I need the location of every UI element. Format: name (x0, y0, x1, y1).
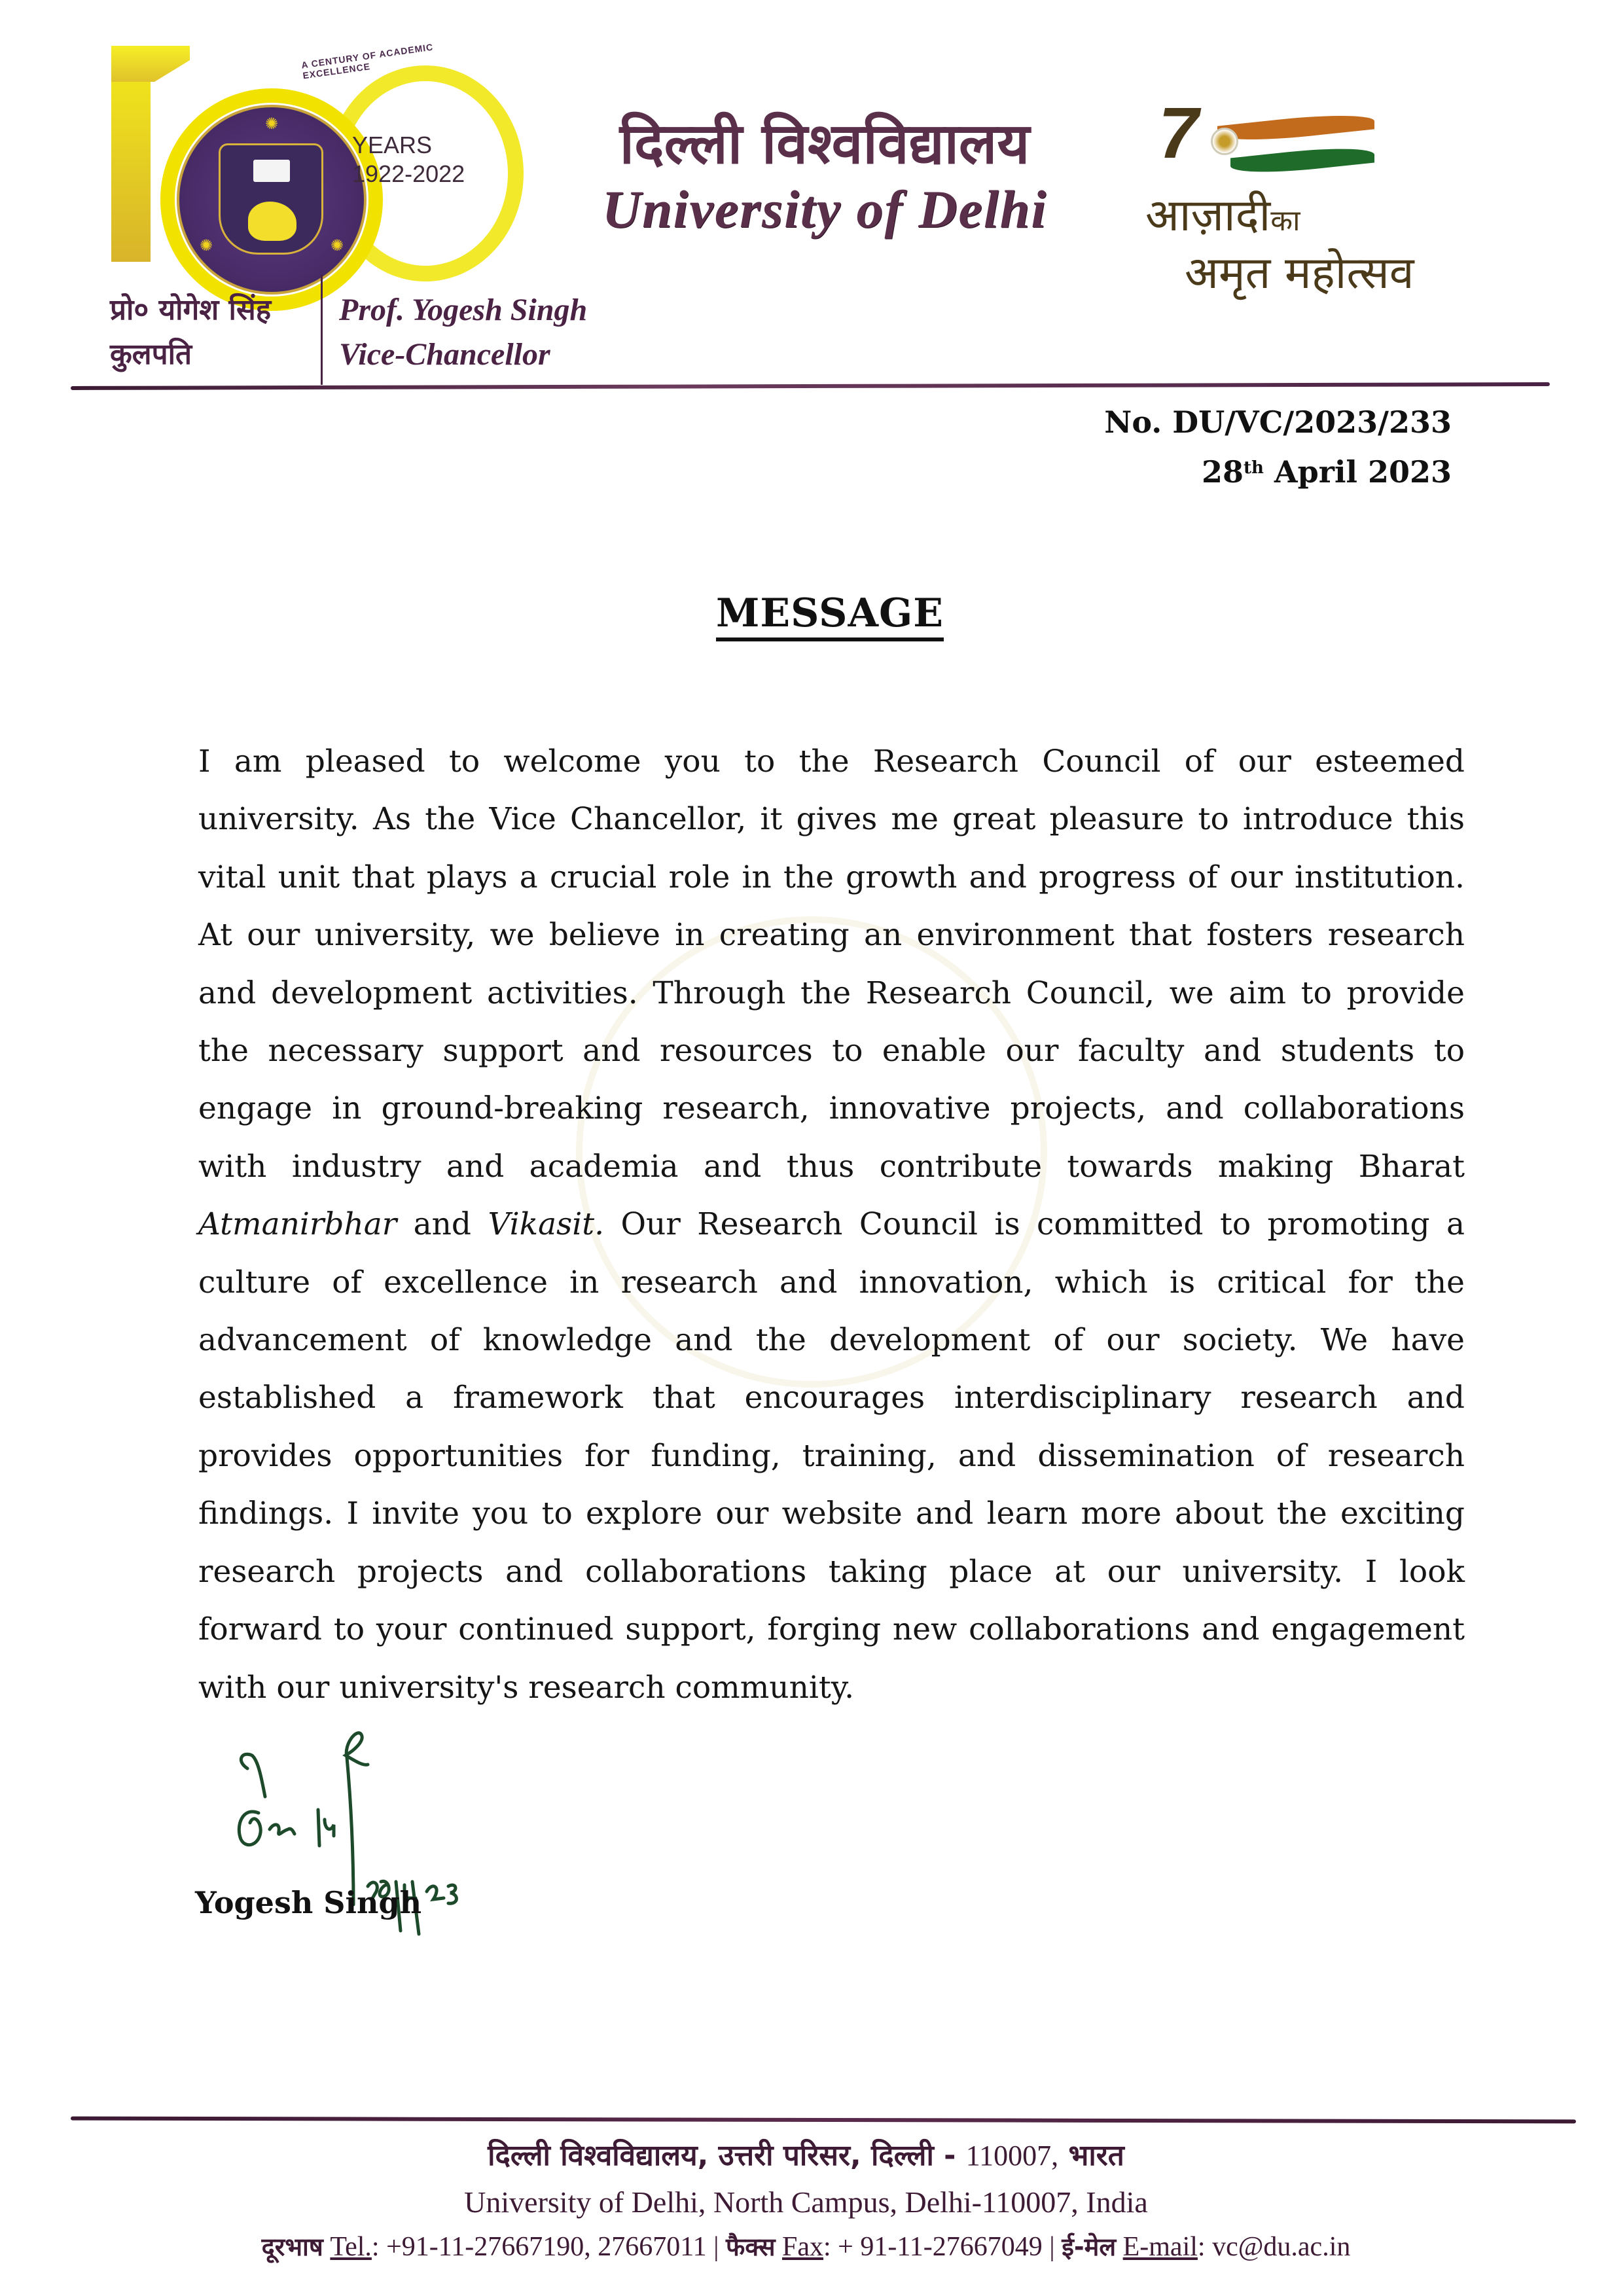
university-seal-icon (177, 105, 367, 295)
star-icon: ✺ (199, 236, 213, 255)
vc-name-divider (321, 275, 323, 385)
years-label: YEARS (352, 132, 433, 158)
contact-line: दूरभाष Tel.: +91-11-27667190, 27667011 | फैक्स Fax: + 91-11-27667049 | ई-मेल E-mail: vc@du.ac.in (261, 2232, 1351, 2262)
page-title: MESSAGE (716, 590, 944, 641)
logo-digit-one-flag (111, 46, 190, 82)
university-name (563, 111, 1086, 242)
italic-atmanirbhar: Atmanirbhar (198, 1206, 397, 1243)
star-icon: ✺ (264, 115, 279, 133)
azadi-ka-amrit-mahotsav-logo (1139, 79, 1466, 299)
vc-title-hindi: कुलपति (110, 338, 192, 371)
star-icon: ✺ (330, 236, 344, 255)
reference-date: 28th April 2023 (1201, 454, 1452, 490)
vc-name-english: Prof. Yogesh Singh (339, 293, 588, 327)
azadi-line1-small: का (1270, 204, 1300, 238)
elephant-icon (248, 202, 296, 241)
tel-value: : +91-11-27667190, 27667011 | (371, 2232, 726, 2262)
centenary-logo (111, 39, 504, 301)
email-label: E-mail (1122, 2232, 1198, 2262)
azadi-line2: अमृत महोत्सव (1185, 247, 1414, 299)
centenary-years (352, 131, 465, 188)
reference-block (1104, 399, 1452, 495)
flag-green-stripe (1230, 143, 1374, 177)
vc-name-hindi-block (110, 288, 271, 377)
email-value[interactable]: : vc@du.ac.in (1197, 2232, 1351, 2262)
years-range: 1922-2022 (352, 160, 465, 187)
flag-saffron-stripe (1217, 109, 1374, 145)
university-name-hindi: दिल्ली विश्वविद्यालय (619, 111, 1030, 177)
address-hindi: दिल्ली विश्वविद्यालय, उत्तरी परिसर, दिल्ली - 110007, भारत (488, 2139, 1124, 2172)
ashoka-chakra-icon (1211, 128, 1238, 155)
university-name-english: University of Delhi (601, 179, 1048, 239)
address-english: University of Delhi, North Campus, Delhi-110007, India (464, 2185, 1148, 2219)
fax-label: Fax (782, 2232, 824, 2262)
seal-shield (219, 143, 323, 255)
fax-value: : + 91-11-27667049 | (823, 2232, 1062, 2262)
vc-title-english: Vice-Chancellor (339, 337, 550, 372)
tel-label: Tel. (330, 2232, 372, 2262)
vc-name-english-block (339, 288, 587, 377)
italic-vikasit: Vikasit. (488, 1206, 605, 1243)
logo-number-75: 7 (1158, 93, 1194, 173)
message-body: I am pleased to welcome you to the Research Council of our esteemed university. As the Vice Chancellor, it gives me great pleasure to introduce this vital unit that plays a crucial role in the growth and progress of our institution. At our university, we believe in creating an environment that fosters research and development activities. Through the Research Council, we aim to provide the necessary support and resources to enable our faculty and students to engage in ground-breaking research, innovative projects, and collaborations with industry and academia and thus contribute towards making Bharat Atmanirbhar and Vikasit. Our Research Council is committed to promoting a culture of excellence in research and innovation, which is critical for the advancement of knowledge and the development of our society. We have established a framework that encourages interdisciplinary research and provides opportunities for funding, training, and dissemination of research findings. I invite you to explore our website and learn more about the exciting research projects and collaborations taking place at our university. I look forward to your continued support, forging new collaborations and engagement with our university's research community. (198, 744, 1465, 1706)
footer-divider (71, 2117, 1576, 2124)
footer-address (0, 2132, 1612, 2269)
reference-number: No. DU/VC/2023/233 (1104, 404, 1452, 440)
azadi-line1: आज़ादी (1145, 190, 1271, 242)
book-icon (253, 160, 290, 182)
vc-name-hindi: प्रो० योगेश सिंह (110, 293, 272, 327)
signatory-name: Yogesh Singh (195, 1885, 422, 1920)
azadi-logo-text (1145, 190, 1414, 300)
header-divider (71, 382, 1550, 390)
centenary-arc-text: A CENTURY OF ACADEMIC EXCELLENCE (300, 41, 435, 81)
